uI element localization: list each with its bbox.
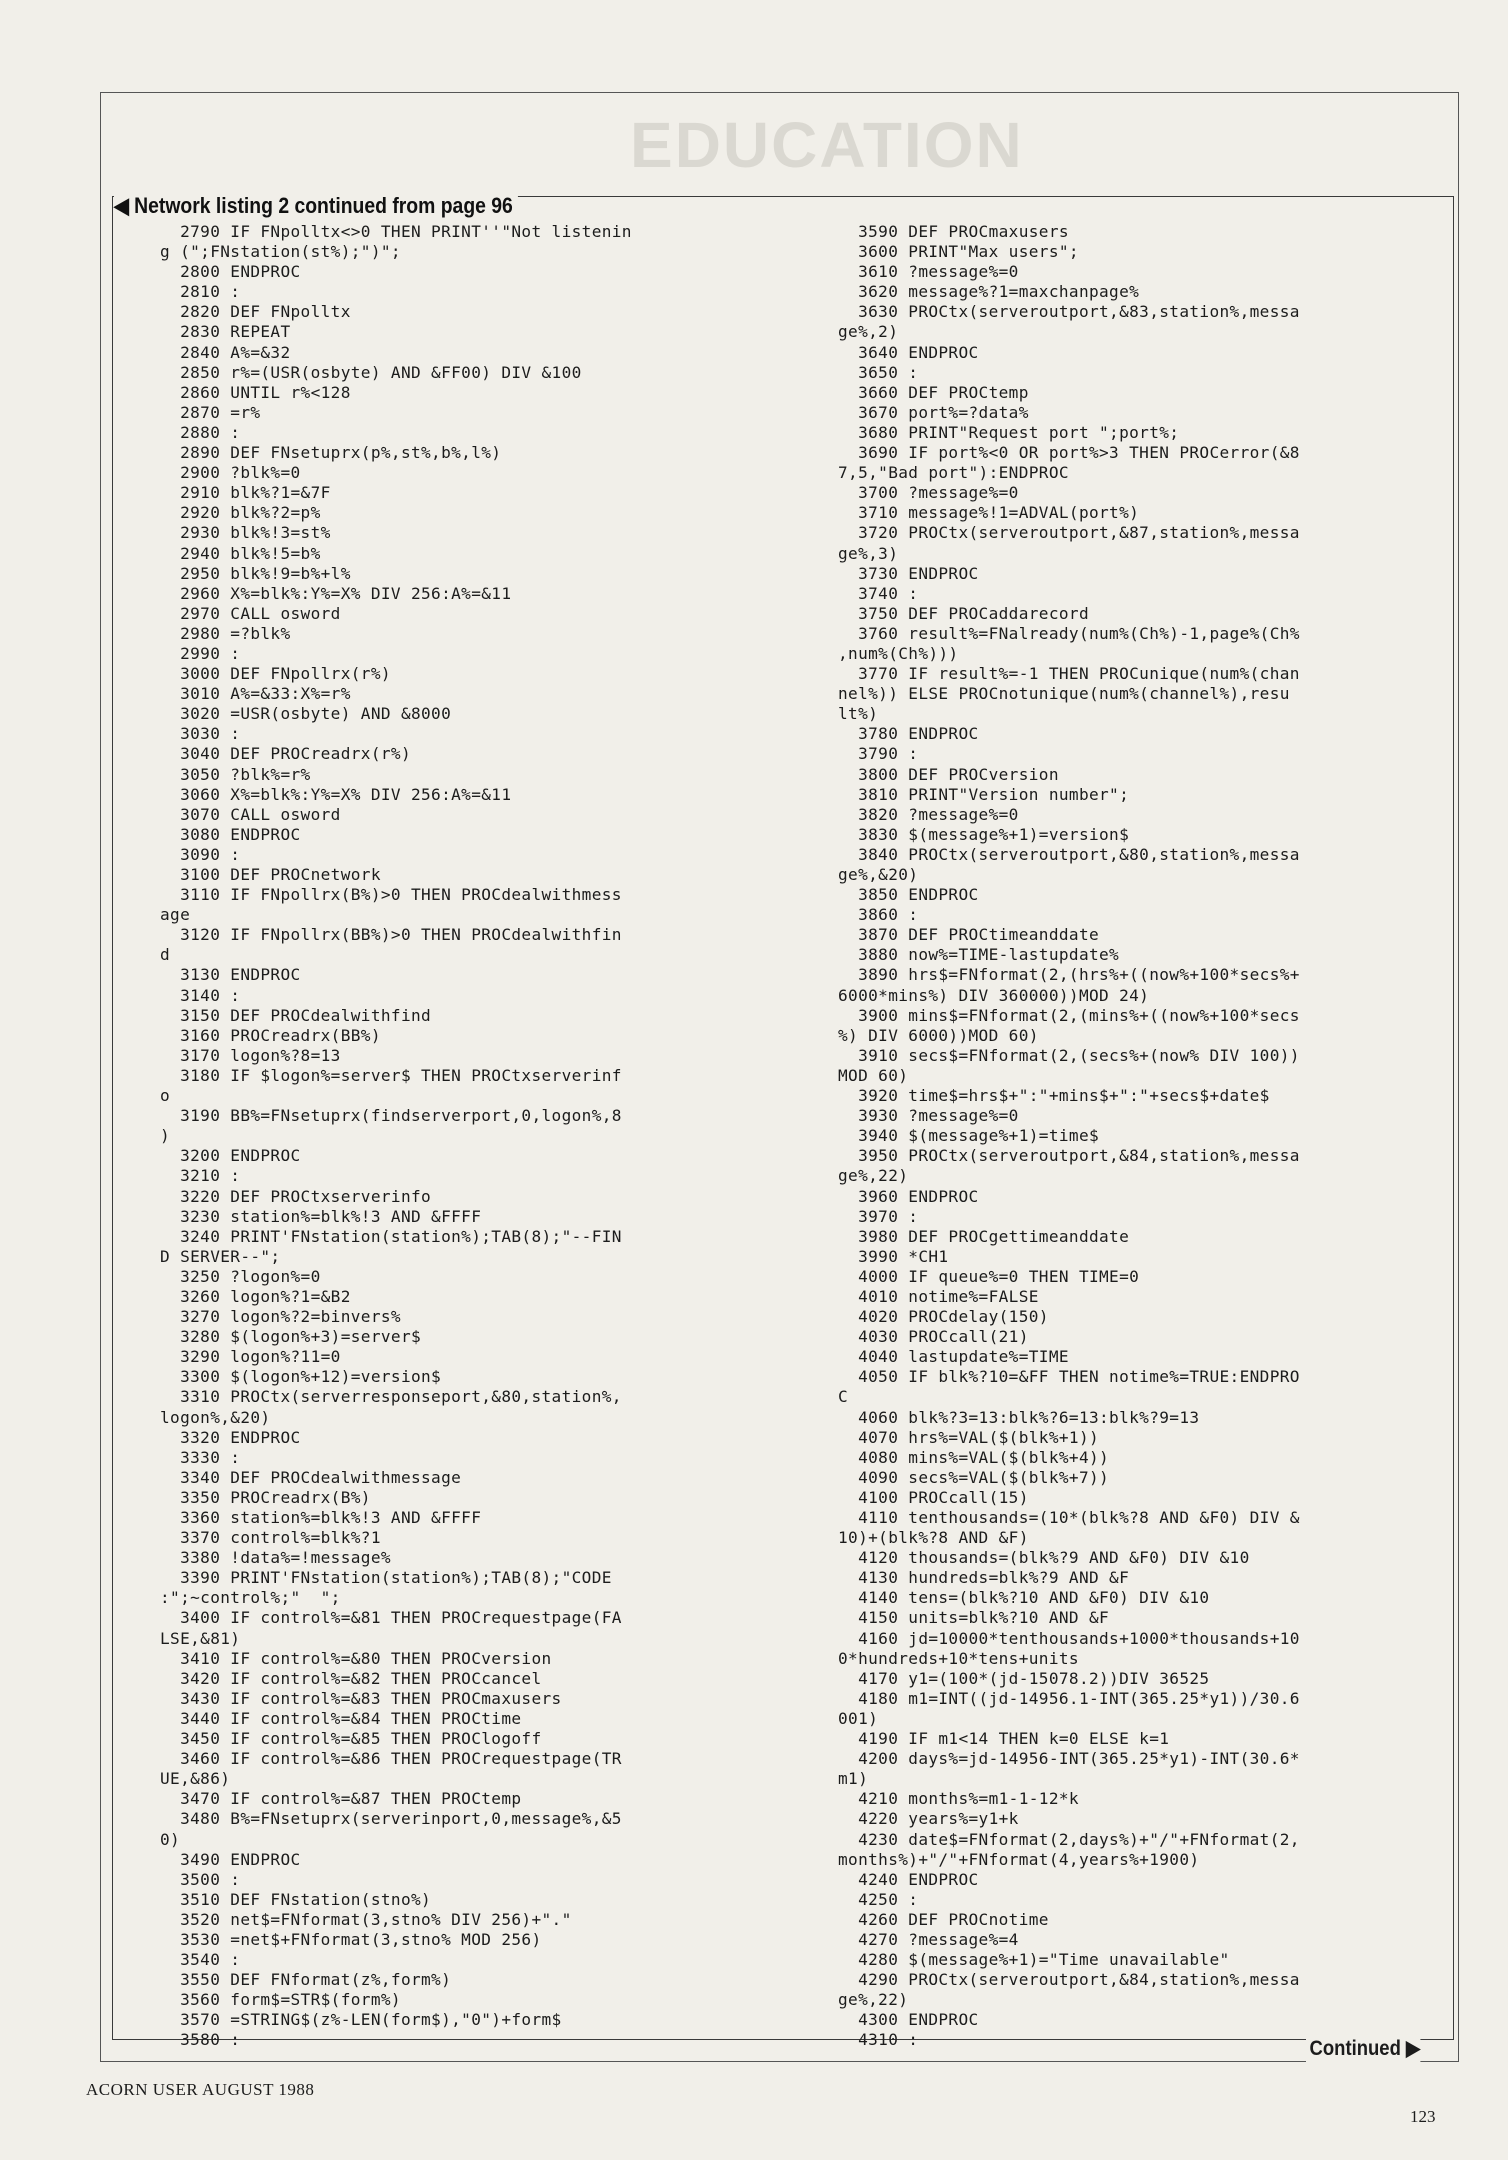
code-line: 3810 PRINT"Version number"; bbox=[838, 784, 1130, 804]
code-line: 3080 ENDPROC bbox=[160, 824, 301, 844]
code-line: 3890 hrs$=FNformat(2,(hrs%+((now%+100*secs%+ bbox=[838, 965, 1300, 985]
code-line: 4000 IF queue%=0 THEN TIME=0 bbox=[838, 1266, 1140, 1286]
code-line: D SERVER--"; bbox=[160, 1246, 281, 1266]
code-line: 3910 secs$=FNformat(2,(secs%+(now% DIV 100)) bbox=[838, 1045, 1300, 1065]
code-line: ge%,22) bbox=[838, 1990, 909, 2010]
code-line: 3760 result%=FNalready(num%(Ch%)-1,page%(Ch% bbox=[838, 623, 1300, 643]
code-line: 3610 ?message%=0 bbox=[838, 262, 1019, 282]
code-line: 2960 X%=blk%:Y%=X% DIV 256:A%=&11 bbox=[160, 583, 512, 603]
code-line: 2840 A%=&32 bbox=[160, 342, 291, 362]
code-line: 3500 : bbox=[160, 1869, 241, 1889]
code-line: %) DIV 6000))MOD 60) bbox=[838, 1025, 1039, 1045]
code-line: 3660 DEF PROCtemp bbox=[838, 382, 1029, 402]
code-line: 3690 IF port%<0 OR port%>3 THEN PROCerror(&8 bbox=[838, 443, 1300, 463]
code-line: 3820 ?message%=0 bbox=[838, 804, 1019, 824]
code-line: 3840 PROCtx(serveroutport,&80,station%,messa bbox=[838, 844, 1300, 864]
code-line: :";~control%;" "; bbox=[160, 1588, 341, 1608]
code-line: 3970 : bbox=[838, 1206, 919, 1226]
code-line: d bbox=[160, 945, 171, 965]
code-line: 2920 blk%?2=p% bbox=[160, 503, 321, 523]
code-line: 6000*mins%) DIV 360000))MOD 24) bbox=[838, 985, 1150, 1005]
code-line: 4270 ?message%=4 bbox=[838, 1929, 1019, 1949]
code-line: 3470 IF control%=&87 THEN PROCtemp bbox=[160, 1789, 522, 1809]
code-line: 3740 : bbox=[838, 583, 919, 603]
code-line: 3380 !data%=!message% bbox=[160, 1548, 391, 1568]
code-line: 3850 ENDPROC bbox=[838, 885, 979, 905]
code-line: 4250 : bbox=[838, 1889, 919, 1909]
code-line: LSE,&81) bbox=[160, 1628, 241, 1648]
code-line: UE,&86) bbox=[160, 1769, 231, 1789]
code-line: 2830 REPEAT bbox=[160, 322, 291, 342]
code-line: 3750 DEF PROCaddarecord bbox=[838, 603, 1089, 623]
code-column-right bbox=[838, 222, 1398, 2051]
code-line: ge%,22) bbox=[838, 1166, 909, 1186]
code-line: 3900 mins$=FNformat(2,(mins%+((now%+100*secs bbox=[838, 1005, 1300, 1025]
code-line: 3310 PROCtx(serverresponseport,&80,station%, bbox=[160, 1387, 622, 1407]
code-line: 3410 IF control%=&80 THEN PROCversion bbox=[160, 1648, 552, 1668]
right-triangle-icon: ▶ bbox=[1406, 2037, 1421, 2060]
code-line: 3880 now%=TIME-lastupdate% bbox=[838, 945, 1120, 965]
code-line: 4310 : bbox=[838, 2030, 919, 2050]
code-line: 3640 ENDPROC bbox=[838, 342, 979, 362]
code-line: 3090 : bbox=[160, 844, 241, 864]
code-line: 3040 DEF PROCreadrx(r%) bbox=[160, 744, 411, 764]
code-line: 4280 $(message%+1)="Time unavailable" bbox=[838, 1950, 1230, 1970]
code-line: 4230 date$=FNformat(2,days%)+"/"+FNformat(2, bbox=[838, 1829, 1300, 1849]
code-line: ge%,3) bbox=[838, 543, 899, 563]
code-line: 3980 DEF PROCgettimeanddate bbox=[838, 1226, 1130, 1246]
code-line: 3220 DEF PROCtxserverinfo bbox=[160, 1186, 432, 1206]
code-line: 2870 =r% bbox=[160, 402, 261, 422]
code-line: 4040 lastupdate%=TIME bbox=[838, 1347, 1069, 1367]
code-line: 3950 PROCtx(serveroutport,&84,station%,messa bbox=[838, 1146, 1300, 1166]
code-line: 3420 IF control%=&82 THEN PROCcancel bbox=[160, 1668, 542, 1688]
section-header-ghost: EDUCATION bbox=[630, 109, 1024, 181]
code-line: 4050 IF blk%?10=&FF THEN notime%=TRUE:ENDPRO bbox=[838, 1367, 1300, 1387]
code-line: 3320 ENDPROC bbox=[160, 1427, 301, 1447]
code-line: 7,5,"Bad port"):ENDPROC bbox=[838, 463, 1069, 483]
code-line: 3940 $(message%+1)=time$ bbox=[838, 1126, 1100, 1146]
code-line: MOD 60) bbox=[838, 1065, 909, 1085]
footer-magazine: ACORN USER AUGUST 1988 bbox=[86, 2080, 315, 2099]
code-column-left bbox=[160, 222, 720, 2051]
code-line: 3430 IF control%=&83 THEN PROCmaxusers bbox=[160, 1688, 562, 1708]
code-line: 2990 : bbox=[160, 643, 241, 663]
code-line: 001) bbox=[838, 1708, 879, 1728]
code-line: 3460 IF control%=&86 THEN PROCrequestpage(TR bbox=[160, 1749, 622, 1769]
code-line: 0) bbox=[160, 1829, 181, 1849]
code-line: 3630 PROCtx(serveroutport,&83,station%,messa bbox=[838, 302, 1300, 322]
code-line: 3650 : bbox=[838, 362, 919, 382]
code-line: logon%,&20) bbox=[160, 1407, 271, 1427]
code-line: 4210 months%=m1-1-12*k bbox=[838, 1789, 1079, 1809]
code-line: 2940 blk%!5=b% bbox=[160, 543, 321, 563]
continued-label bbox=[1306, 2036, 1420, 2062]
code-line: 3520 net$=FNformat(3,stno% DIV 256)+"." bbox=[160, 1909, 572, 1929]
code-line: 3390 PRINT'FNstation(station%);TAB(8);"CODE bbox=[160, 1568, 612, 1588]
code-line: 4190 IF m1<14 THEN k=0 ELSE k=1 bbox=[838, 1729, 1170, 1749]
code-line: 3450 IF control%=&85 THEN PROClogoff bbox=[160, 1729, 542, 1749]
code-line: 3140 : bbox=[160, 985, 241, 1005]
code-line: C bbox=[838, 1387, 849, 1407]
code-line: 3060 X%=blk%:Y%=X% DIV 256:A%=&11 bbox=[160, 784, 512, 804]
code-line: 3870 DEF PROCtimeanddate bbox=[838, 925, 1100, 945]
code-line: 3360 station%=blk%!3 AND &FFFF bbox=[160, 1508, 482, 1527]
code-line: 3710 message%!1=ADVAL(port%) bbox=[838, 503, 1140, 523]
code-line: 4090 secs%=VAL($(blk%+7)) bbox=[838, 1467, 1110, 1487]
code-line: 4300 ENDPROC bbox=[838, 2010, 979, 2030]
code-line: 4080 mins%=VAL($(blk%+4)) bbox=[838, 1447, 1110, 1467]
code-line: 4110 tenthousands=(10*(blk%?8 AND &F0) DIV & bbox=[838, 1508, 1300, 1527]
code-line: 2850 r%=(USR(osbyte) AND &FF00) DIV &100 bbox=[160, 362, 582, 382]
code-line: 3150 DEF PROCdealwithfind bbox=[160, 1005, 432, 1025]
code-line: 4140 tens=(blk%?10 AND &F0) DIV &10 bbox=[838, 1588, 1210, 1608]
code-line: 3330 : bbox=[160, 1447, 241, 1467]
code-line: 3570 =STRING$(z%-LEN(form$),"0")+form$ bbox=[160, 2010, 562, 2030]
code-line: 3400 IF control%=&81 THEN PROCrequestpage(FA bbox=[160, 1608, 622, 1628]
code-line: 3730 ENDPROC bbox=[838, 563, 979, 583]
code-line: 3190 BB%=FNsetuprx(findserverport,0,logon%,8 bbox=[160, 1106, 622, 1126]
listing-title-text: Network listing 2 continued from page 96 bbox=[134, 193, 513, 218]
code-line: 2890 DEF FNsetuprx(p%,st%,b%,l%) bbox=[160, 443, 502, 463]
code-line: nel%)) ELSE PROCnotunique(num%(channel%),resu bbox=[838, 684, 1290, 704]
code-line: 3530 =net$+FNformat(3,stno% MOD 256) bbox=[160, 1929, 542, 1949]
code-line: ,num%(Ch%))) bbox=[838, 643, 959, 663]
page-number: 123 bbox=[1410, 2107, 1436, 2126]
code-line: 3170 logon%?8=13 bbox=[160, 1045, 341, 1065]
listing-title bbox=[114, 192, 518, 220]
code-line: 3110 IF FNpollrx(B%)>0 THEN PROCdealwithmess bbox=[160, 885, 622, 905]
code-line: 3670 port%=?data% bbox=[838, 402, 1029, 422]
code-line: 3490 ENDPROC bbox=[160, 1849, 301, 1869]
code-line: 3350 PROCreadrx(B%) bbox=[160, 1487, 371, 1507]
code-line: 3440 IF control%=&84 THEN PROCtime bbox=[160, 1708, 522, 1728]
code-line: 3560 form$=STR$(form%) bbox=[160, 1990, 401, 2010]
code-line: 3010 A%=&33:X%=r% bbox=[160, 684, 351, 704]
code-line: 3160 PROCreadrx(BB%) bbox=[160, 1025, 381, 1045]
code-line: 3270 logon%?2=binvers% bbox=[160, 1307, 401, 1327]
code-line: 2820 DEF FNpolltx bbox=[160, 302, 351, 322]
code-line: 3790 : bbox=[838, 744, 919, 764]
code-line: 3300 $(logon%+12)=version$ bbox=[160, 1367, 442, 1387]
code-line: 4010 notime%=FALSE bbox=[838, 1286, 1039, 1306]
continued-text: Continued bbox=[1309, 2037, 1401, 2060]
code-line: 4030 PROCcall(21) bbox=[838, 1327, 1029, 1347]
code-line: 3600 PRINT"Max users"; bbox=[838, 242, 1079, 262]
code-line: 3030 : bbox=[160, 724, 241, 744]
code-line: 3070 CALL osword bbox=[160, 804, 341, 824]
code-line: 4060 blk%?3=13:blk%?6=13:blk%?9=13 bbox=[838, 1407, 1200, 1427]
code-line: 3930 ?message%=0 bbox=[838, 1106, 1019, 1126]
code-line: 10)+(blk%?8 AND &F) bbox=[838, 1528, 1029, 1548]
code-line: 3000 DEF FNpollrx(r%) bbox=[160, 664, 391, 684]
code-line: 3540 : bbox=[160, 1950, 241, 1970]
code-line: 3990 *CH1 bbox=[838, 1246, 949, 1266]
code-line: 4020 PROCdelay(150) bbox=[838, 1307, 1049, 1327]
code-line: 4260 DEF PROCnotime bbox=[838, 1909, 1049, 1929]
code-line: 4160 jd=10000*tenthousands+1000*thousands+10 bbox=[838, 1628, 1300, 1648]
code-line: o bbox=[160, 1086, 171, 1106]
code-line: 4170 y1=(100*(jd-15078.2))DIV 36525 bbox=[838, 1668, 1210, 1688]
code-line: ) bbox=[160, 1126, 171, 1146]
code-line: 3280 $(logon%+3)=server$ bbox=[160, 1327, 422, 1347]
code-line: age bbox=[160, 905, 191, 925]
code-line: 3860 : bbox=[838, 905, 919, 925]
code-line: 4120 thousands=(blk%?9 AND &F0) DIV &10 bbox=[838, 1548, 1250, 1568]
code-line: lt%) bbox=[838, 704, 879, 724]
code-line: 2950 blk%!9=b%+l% bbox=[160, 563, 351, 583]
code-line: 3240 PRINT'FNstation(station%);TAB(8);"--FIN bbox=[160, 1226, 622, 1246]
code-line: 3960 ENDPROC bbox=[838, 1186, 979, 1206]
code-line: 3290 logon%?11=0 bbox=[160, 1347, 341, 1367]
code-line: 2900 ?blk%=0 bbox=[160, 463, 301, 483]
code-line: 4290 PROCtx(serveroutport,&84,station%,messa bbox=[838, 1970, 1300, 1990]
code-line: m1) bbox=[838, 1769, 869, 1789]
code-line: 2980 =?blk% bbox=[160, 623, 291, 643]
code-line: 3260 logon%?1=&B2 bbox=[160, 1286, 351, 1306]
code-line: 3100 DEF PROCnetwork bbox=[160, 865, 381, 884]
code-line: 3480 B%=FNsetuprx(serverinport,0,message%,&5 bbox=[160, 1809, 622, 1829]
code-line: 4240 ENDPROC bbox=[838, 1869, 979, 1889]
code-line: 3590 DEF PROCmaxusers bbox=[838, 222, 1069, 241]
code-line: 0*hundreds+10*tens+units bbox=[838, 1648, 1079, 1668]
code-line: 4200 days%=jd-14956-INT(365.25*y1)-INT(30.6* bbox=[838, 1749, 1300, 1769]
code-line: months%)+"/"+FNformat(4,years%+1900) bbox=[838, 1849, 1200, 1869]
code-line: 4130 hundreds=blk%?9 AND &F bbox=[838, 1568, 1130, 1588]
code-line: 3180 IF $logon%=server$ THEN PROCtxserverinf bbox=[160, 1065, 622, 1085]
code-line: 3200 ENDPROC bbox=[160, 1146, 301, 1166]
code-line: 2790 IF FNpolltx<>0 THEN PRINT''"Not listenin bbox=[160, 222, 632, 241]
code-line: 4180 m1=INT((jd-14956.1-INT(365.25*y1))/30.6 bbox=[838, 1688, 1300, 1708]
code-line: 3830 $(message%+1)=version$ bbox=[838, 824, 1130, 844]
code-line: 3580 : bbox=[160, 2030, 241, 2050]
code-line: 3800 DEF PROCversion bbox=[838, 764, 1059, 784]
code-line: 4150 units=blk%?10 AND &F bbox=[838, 1608, 1110, 1628]
code-line: 4220 years%=y1+k bbox=[838, 1809, 1019, 1829]
code-line: 4070 hrs%=VAL($(blk%+1)) bbox=[838, 1427, 1100, 1447]
code-line: 3780 ENDPROC bbox=[838, 724, 979, 744]
code-line: 3120 IF FNpollrx(BB%)>0 THEN PROCdealwithfin bbox=[160, 925, 622, 945]
code-line: 2810 : bbox=[160, 282, 241, 302]
code-line: 3920 time$=hrs$+":"+mins$+":"+secs$+date$ bbox=[838, 1086, 1270, 1106]
code-line: ge%,&20) bbox=[838, 865, 919, 884]
code-line: 3720 PROCtx(serveroutport,&87,station%,messa bbox=[838, 523, 1300, 543]
left-triangle-icon: ◀ bbox=[114, 193, 129, 218]
code-line: 2800 ENDPROC bbox=[160, 262, 301, 282]
code-line: 3250 ?logon%=0 bbox=[160, 1266, 321, 1286]
code-line: 3620 message%?1=maxchanpage% bbox=[838, 282, 1140, 302]
code-line: 3210 : bbox=[160, 1166, 241, 1186]
code-line: 3020 =USR(osbyte) AND &8000 bbox=[160, 704, 452, 724]
code-line: 3050 ?blk%=r% bbox=[160, 764, 311, 784]
code-line: 3550 DEF FNformat(z%,form%) bbox=[160, 1970, 452, 1990]
code-line: 3770 IF result%=-1 THEN PROCunique(num%(chan bbox=[838, 664, 1300, 684]
code-line: 3130 ENDPROC bbox=[160, 965, 301, 985]
code-line: ge%,2) bbox=[838, 322, 899, 342]
code-line: 4100 PROCcall(15) bbox=[838, 1487, 1029, 1507]
code-line: 2910 blk%?1=&7F bbox=[160, 483, 331, 503]
code-line: g (";FNstation(st%);")"; bbox=[160, 242, 401, 262]
code-line: 3680 PRINT"Request port ";port%; bbox=[838, 422, 1180, 442]
code-line: 2860 UNTIL r%<128 bbox=[160, 382, 351, 402]
code-line: 3510 DEF FNstation(stno%) bbox=[160, 1889, 432, 1909]
code-line: 3700 ?message%=0 bbox=[838, 483, 1019, 503]
code-line: 3230 station%=blk%!3 AND &FFFF bbox=[160, 1206, 482, 1226]
code-line: 2970 CALL osword bbox=[160, 603, 341, 623]
code-line: 3370 control%=blk%?1 bbox=[160, 1528, 381, 1548]
code-line: 2930 blk%!3=st% bbox=[160, 523, 331, 543]
code-line: 3340 DEF PROCdealwithmessage bbox=[160, 1467, 462, 1487]
code-line: 2880 : bbox=[160, 422, 241, 442]
